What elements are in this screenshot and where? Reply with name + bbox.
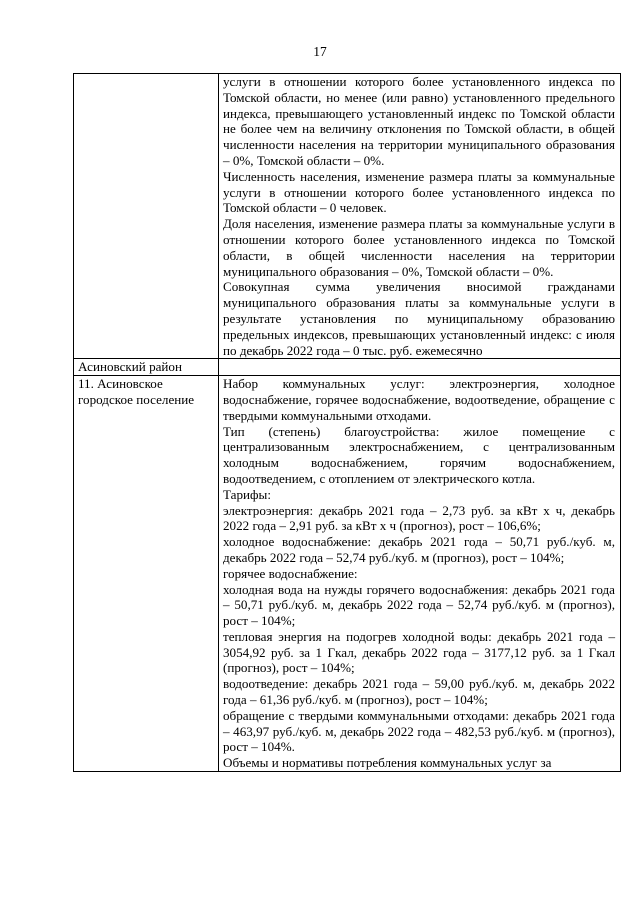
paragraph: горячее водоснабжение: xyxy=(223,565,358,581)
paragraph: обращение с твердыми коммунальными отходами: декабрь 2021 года – 463,97 руб./куб. м, декабрь 2022 года – 482,53 руб./куб. м (прогноз), рост – 104%. xyxy=(223,707,615,755)
paragraph: Объемы и нормативы потребления коммунальных услуг за xyxy=(223,755,552,771)
paragraph: электроэнергия: декабрь 2021 года – 2,73 руб. за кВт х ч, декабрь 2022 года – 2,91 руб. за кВт х ч (прогноз), рост – 106,6%; xyxy=(223,502,615,534)
paragraph: холодное водоснабжение: декабрь 2021 года – 50,71 руб./куб. м, декабрь 2022 года – 52,74 руб./куб. м (прогноз), рост – 104%; xyxy=(223,534,615,565)
empty-cell xyxy=(219,359,621,376)
paragraph: Совокупная сумма увеличения вносимой гражданами муниципального образования платы за коммунальные услуги в результате установления по муниципальному образованию предельных индексов, превышающих установленный индекс: с июля по декабрь 2022 года – 0 тыс. руб. ежемесячно xyxy=(223,279,615,358)
paragraph: Тип (степень) благоустройства: жилое помещение с централизованным электроснабжением, с централизованным холодным водоснабжением, горячим водоснабжением, водоотведением, с отоплением от электрического котла. xyxy=(223,423,615,486)
paragraph: холодная вода на нужды горячего водоснабжения: декабрь 2021 года – 50,71 руб./куб. м, декабрь 2022 года – 52,74 руб./куб. м (прогноз), рост – 104%; xyxy=(223,581,615,629)
table-row xyxy=(74,74,621,359)
paragraph: тепловая энергия на подогрев холодной воды: декабрь 2021 года – 3054,92 руб. за 1 Гкал, декабрь 2022 года – 3177,12 руб. за 1 Гкал (прогноз), рост – 104%; xyxy=(223,628,615,676)
district-name: Асиновский район xyxy=(74,359,219,376)
description-cell xyxy=(219,74,621,359)
paragraph: Доля населения, изменение размера платы за коммунальные услуги в отношении которого более установленного индекса по Томской области, в общей численности населения на территории муниципального образования – 0%, Томской области – 0%. xyxy=(223,216,615,279)
empty-cell xyxy=(74,74,219,359)
paragraph: услуги в отношении которого более установленного индекса по Томской области, но менее (или равно) установленного предельного индекса, превышающего установленный индекс по Томской области не более чем на величину отклонения по Томской области, в общей численности населения на территории муниципального образования – 0%, Томской области – 0%. xyxy=(223,74,615,168)
paragraph: Набор коммунальных услуг: электроэнергия, холодное водоснабжение, горячее водоснабжение, водоотведение, обращение с твердыми коммунальными отходами. xyxy=(223,376,615,423)
paragraph: водоотведение: декабрь 2021 года – 59,00 руб./куб. м, декабрь 2022 года – 61,36 руб./куб. м (прогноз), рост – 104%; xyxy=(223,676,615,708)
document-table xyxy=(73,73,621,772)
district-row xyxy=(74,359,621,376)
municipality-name: 11. Асиновское городское поселение xyxy=(74,376,219,772)
page-number: 17 xyxy=(313,44,327,59)
table-row xyxy=(74,376,621,772)
paragraph: Тарифы: xyxy=(223,486,271,502)
paragraph: Численность населения, изменение размера платы за коммунальные услуги в отношении которого более установленного индекса по Томской области – 0 человек. xyxy=(223,168,615,216)
description-cell xyxy=(219,376,621,772)
